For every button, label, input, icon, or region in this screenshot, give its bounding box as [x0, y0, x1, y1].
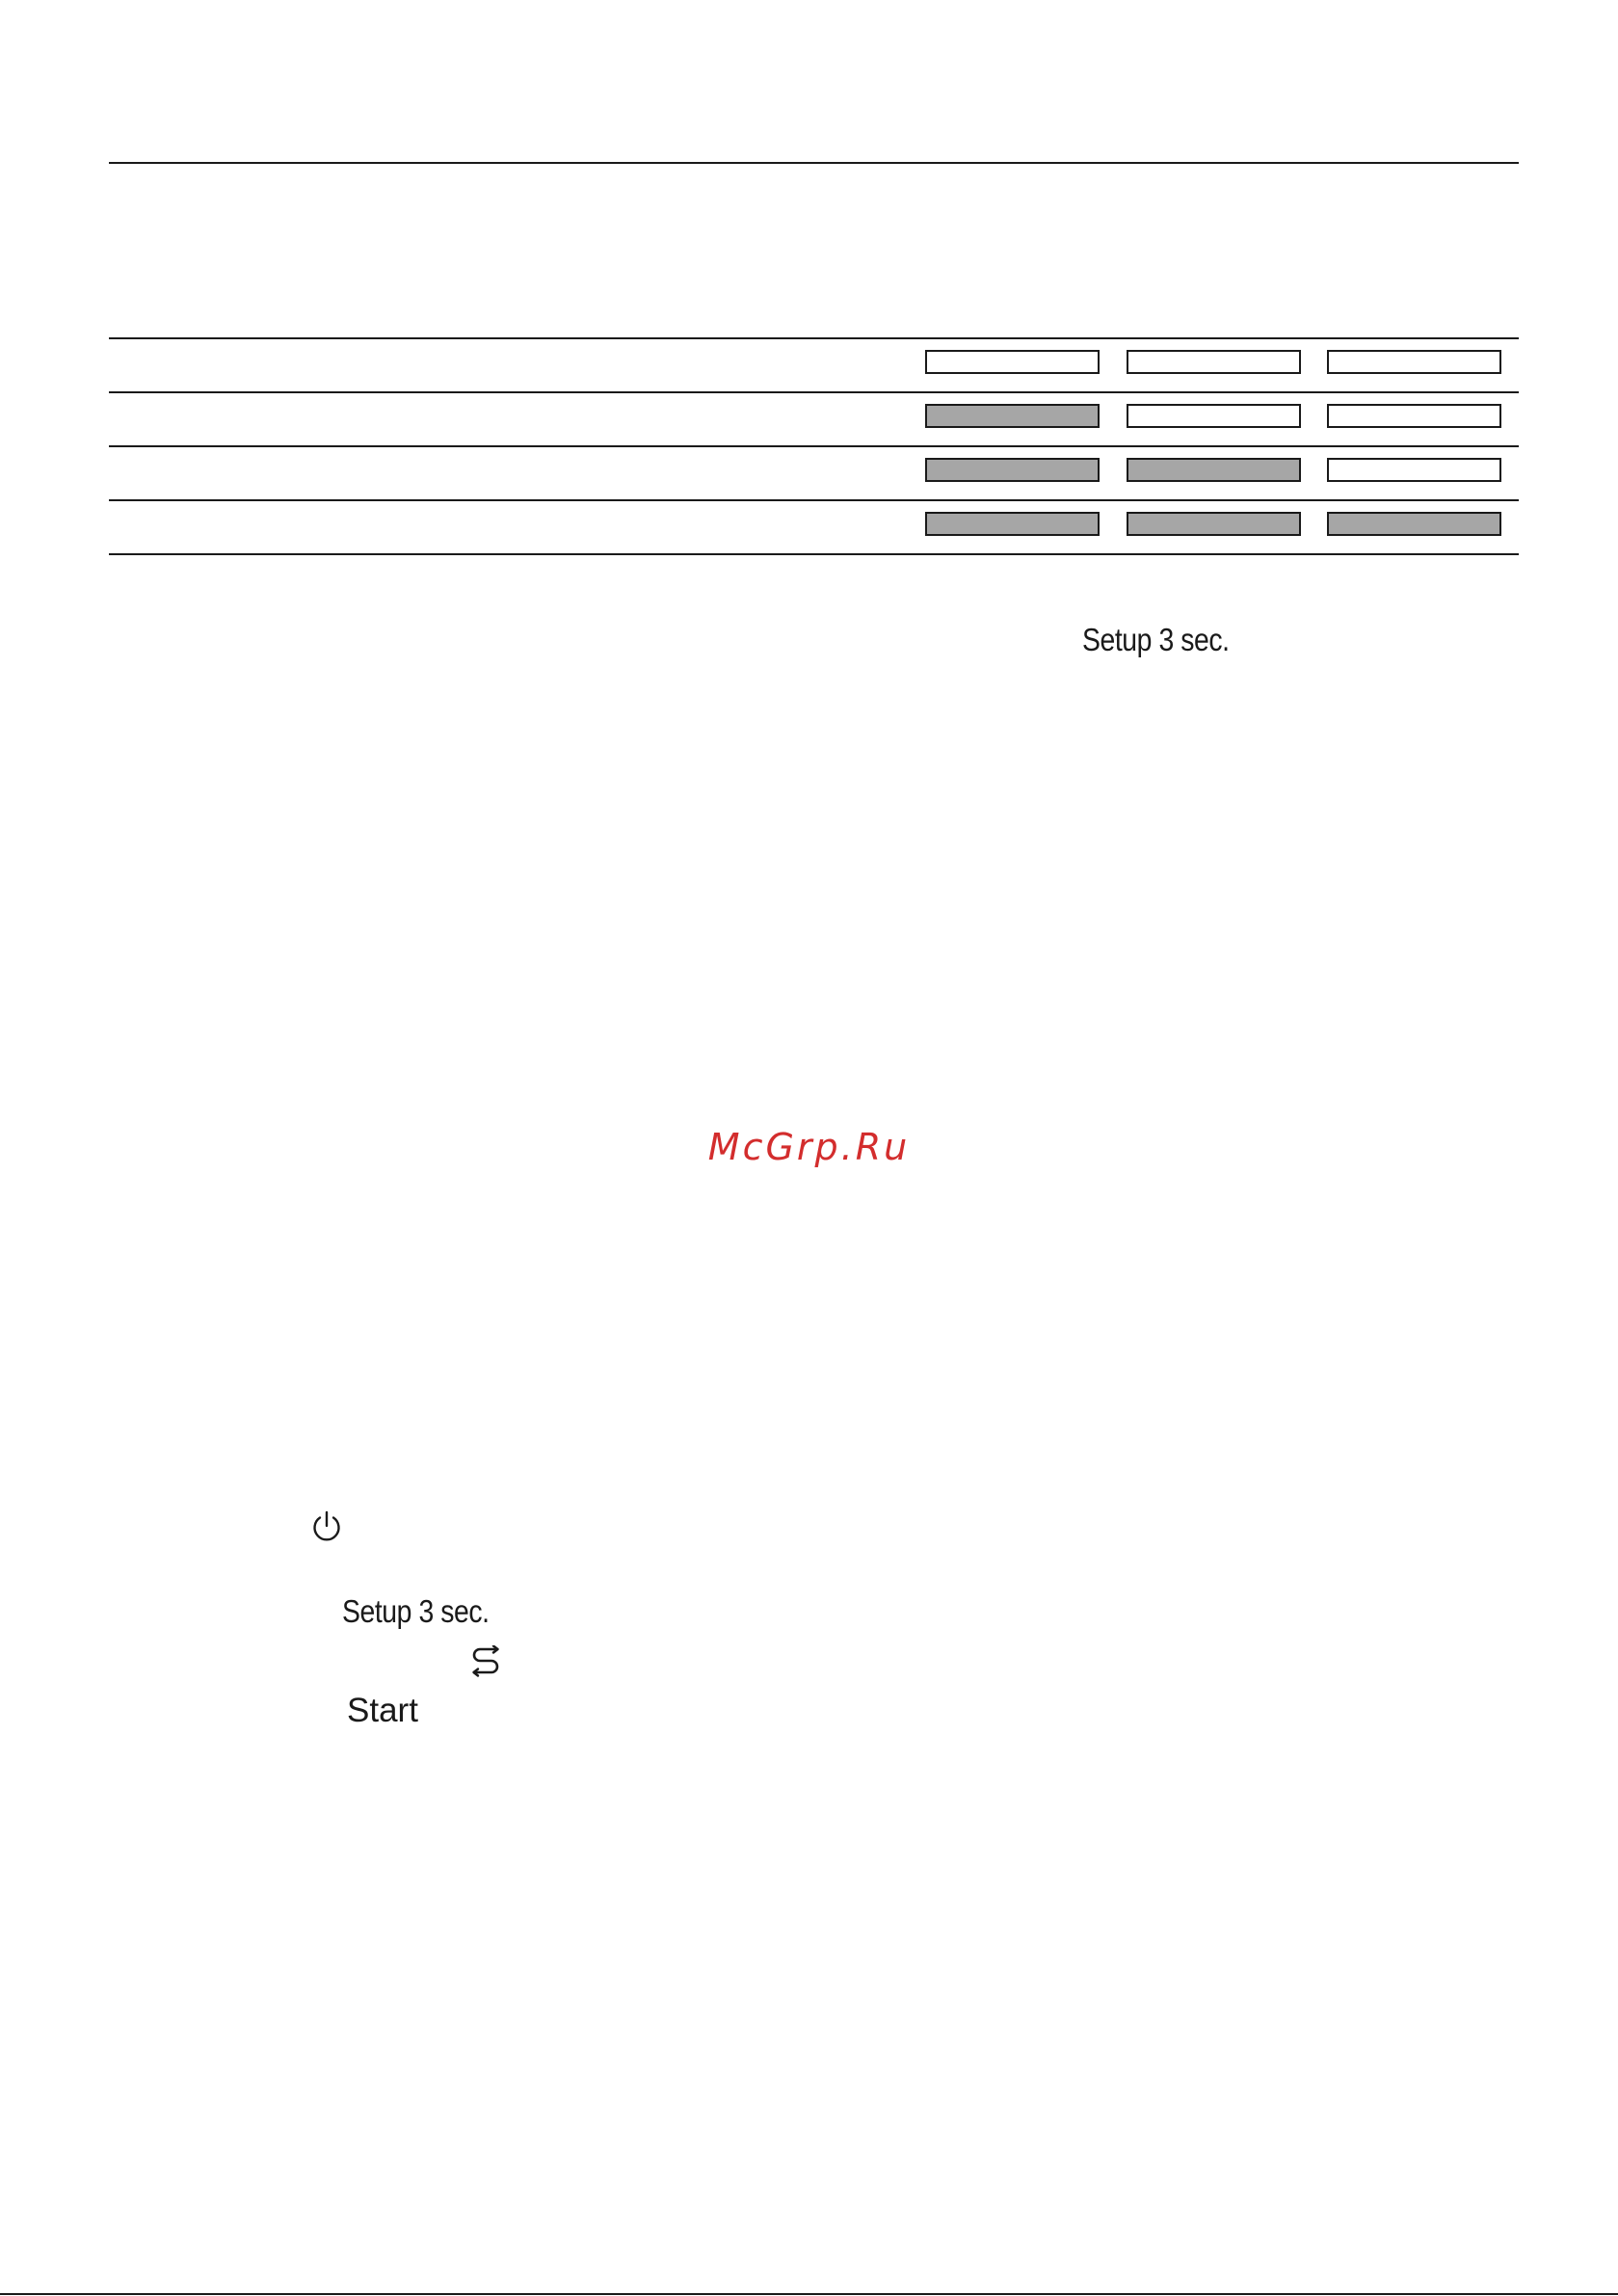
segment-indicator	[1127, 404, 1301, 428]
table-row	[109, 338, 1519, 392]
segment-indicator	[925, 404, 1100, 428]
footer-rule	[0, 2293, 1618, 2295]
header-rule	[109, 162, 1519, 164]
segment-indicator	[1127, 350, 1301, 374]
segment-indicator	[1127, 512, 1301, 536]
watermark-text: McGrp.Ru	[707, 1126, 911, 1168]
segment-indicator	[1127, 458, 1301, 482]
segment-indicator	[1327, 458, 1501, 482]
segment-indicator	[1327, 350, 1501, 374]
setup-label: Setup 3 sec.	[342, 1593, 490, 1629]
cycle-arrows-icon	[468, 1645, 503, 1678]
segment-indicator	[1327, 404, 1501, 428]
segment-indicator	[925, 458, 1100, 482]
setup-label-top: Setup 3 sec.	[1082, 622, 1230, 657]
power-icon	[310, 1509, 343, 1544]
segment-indicator	[1327, 512, 1501, 536]
table-row	[109, 392, 1519, 446]
table-row	[109, 500, 1519, 554]
segment-indicator	[925, 350, 1100, 374]
table-rule-bottom	[109, 553, 1519, 555]
start-label: Start	[347, 1692, 418, 1729]
segment-indicator	[925, 512, 1100, 536]
table-row	[109, 446, 1519, 500]
